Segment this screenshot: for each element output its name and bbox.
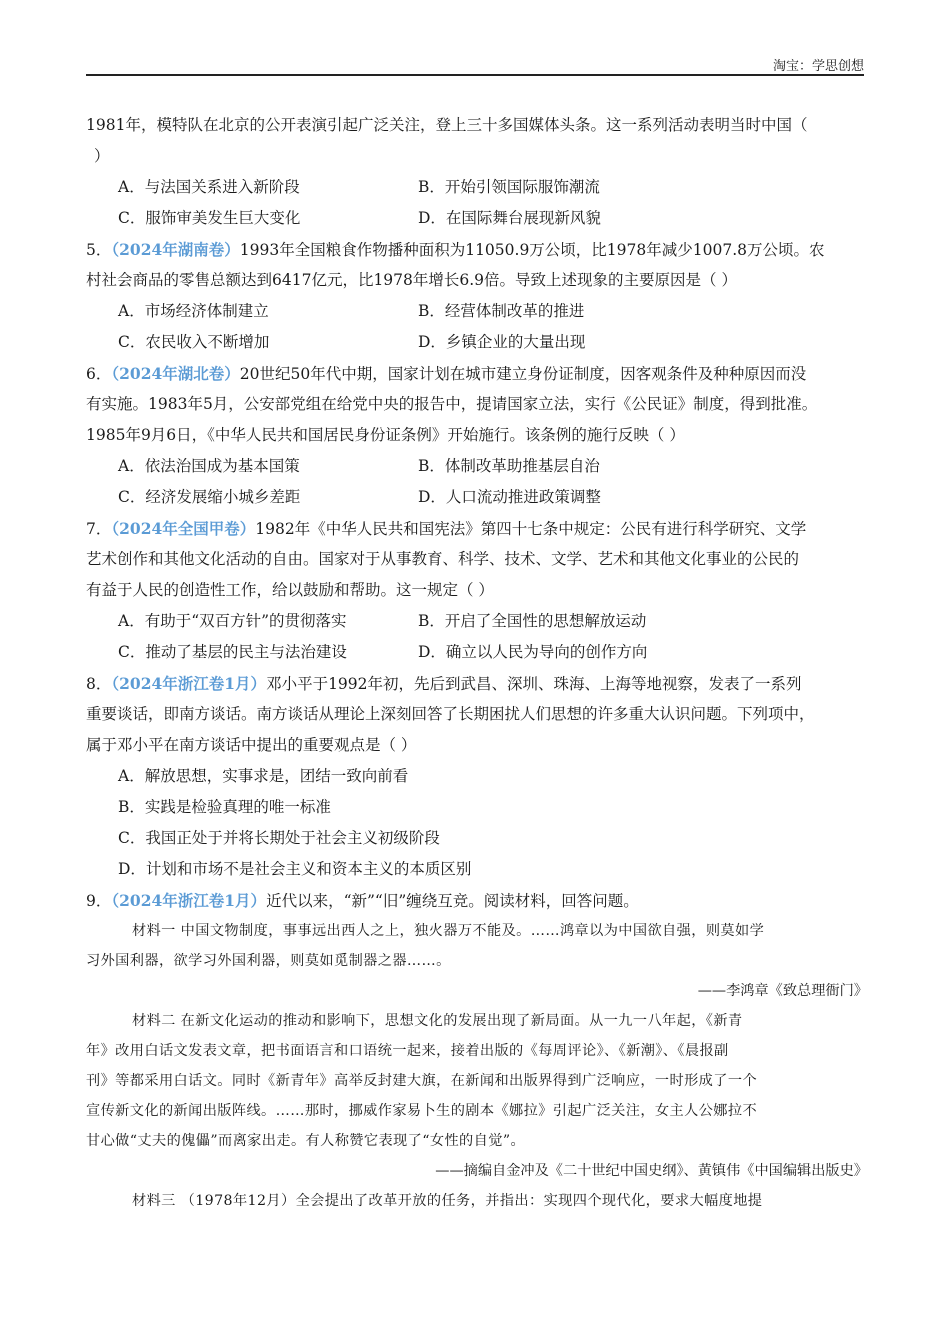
q9-material2-line3: 刊》等都采用白话文。同时《新青年》高举反封建大旗，在新闻和出版界得到广泛响应，一时形成了一个 — [86, 1073, 758, 1089]
q5-option-d[interactable]: D．乡镇企业的大量出现 — [418, 333, 586, 351]
q6-stem-line2: 有实施。1983年5月，公安部党组在给党中央的报告中，提请国家立法，实行《公民证》制度，得到批准。 — [86, 395, 818, 413]
q6-option-d[interactable]: D．人口流动推进政策调整 — [418, 488, 601, 506]
page-header — [86, 56, 864, 76]
q4-stem-line2: ） — [94, 147, 110, 165]
q4-options-row1 — [86, 172, 868, 203]
q9-material2-line1: 材料二 在新文化运动的推动和影响下，思想文化的发展出现了新局面。从一九一八年起，《新青 — [132, 1013, 743, 1029]
q7-stem-line1 — [86, 513, 868, 544]
q6-options-row1 — [86, 451, 868, 482]
q9-number: 9． — [86, 892, 112, 910]
question-content — [86, 110, 868, 1216]
q9-stem-line1 — [86, 885, 868, 916]
q8-option-b[interactable]: B．实践是检验真理的唯一标准 — [118, 798, 331, 816]
q7-options-row1 — [86, 606, 868, 637]
q7-options-row2 — [86, 637, 868, 668]
q8-stem-text: 邓小平于1992年初，先后到武昌、深圳、珠海、上海等地视察，发表了一系列 — [266, 675, 802, 693]
q6-stem-text: 20世纪50年代中期，国家计划在城市建立身份证制度，因客观条件及种种原因而没 — [239, 365, 807, 383]
q6-stem-line3: 1985年9月6日，《中华人民共和国居民身份证条例》开始施行。该条例的施行反映（ ） — [86, 426, 685, 444]
q6-option-b[interactable]: B．体制改革助推基层自治 — [418, 457, 600, 475]
q8-number: 8． — [86, 675, 112, 693]
q5-options-row1 — [86, 296, 868, 327]
q9-material3-line1: 材料三 （1978年12月）全会提出了改革开放的任务，并指出：实现四个现代化，要求大幅度地提 — [132, 1193, 763, 1209]
q5-options-row2 — [86, 327, 868, 358]
q6-number: 6． — [86, 365, 112, 383]
q5-number: 5． — [86, 241, 112, 259]
q9-material2-line2: 年》改用白话文发表文章，把书面语言和口语统一起来，接着出版的《每周评论》、《新潮》、《晨报副 — [86, 1043, 729, 1059]
q4-option-a[interactable]: A．与法国关系进入新阶段 — [118, 178, 300, 196]
q8-option-a[interactable]: A．解放思想，实事求是，团结一致向前看 — [118, 767, 409, 785]
q5-stem-line1 — [86, 234, 868, 265]
q9-material2-line5: 甘心做“丈夫的傀儡”而离家出走。有人称赞它表现了“女性的自觉”。 — [86, 1133, 526, 1149]
q6-option-c[interactable]: C．经济发展缩小城乡差距 — [118, 488, 301, 506]
q6-option-a[interactable]: A．依法治国成为基本国策 — [118, 457, 300, 475]
q9-source-tag: （2024年浙江卷1月） — [111, 891, 267, 910]
q8-source-tag: （2024年浙江卷1月） — [111, 674, 267, 693]
q7-stem-text: 1982年《中华人民共和国宪法》第四十七条中规定：公民有进行科学研究、文学 — [255, 520, 807, 538]
q4-stem-line1: 1981年，模特队在北京的公开表演引起广泛关注，登上三十多国媒体头条。这一系列活动表明当时中国（ — [86, 116, 808, 134]
q4-option-b[interactable]: B．开始引领国际服饰潮流 — [418, 178, 600, 196]
q7-stem-line2: 艺术创作和其他文化活动的自由。国家对于从事教育、科学、技术、文学、艺术和其他文化事业的公民的 — [86, 550, 800, 568]
q7-number: 7． — [86, 520, 112, 538]
q6-options-row2 — [86, 482, 868, 513]
q5-source-tag: （2024年湖南卷） — [111, 240, 240, 259]
q7-option-c[interactable]: C．推动了基层的民主与法治建设 — [118, 643, 347, 661]
q5-option-a[interactable]: A．市场经济体制建立 — [118, 302, 269, 320]
q7-stem-line3: 有益于人民的创造性工作，给以鼓励和帮助。这一规定（ ） — [86, 581, 494, 599]
q4-options-row2 — [86, 203, 868, 234]
q8-option-c[interactable]: C．我国正处于并将长期处于社会主义初级阶段 — [118, 829, 440, 847]
q9-material1-line1: 材料一 中国文物制度，事事远出西人之上，独火器万不能及。……鸿章以为中国欲自强，则莫如学 — [132, 923, 765, 939]
q9-material2-source: ——摘编自金冲及《二十世纪中国史纲》、黄镇伟《中国编辑出版史》 — [435, 1163, 868, 1179]
q5-stem-text: 1993年全国粮食作物播种面积为11050.9万公顷，比1978年减少1007.8万公顷。农 — [239, 241, 825, 259]
q9-material2-line4: 宣传新文化的新闻出版阵线。……那时，挪威作家易卜生的剧本《娜拉》引起广泛关注，女主人公娜拉不 — [86, 1103, 758, 1119]
q9-stem-text: 近代以来，“新”“旧”缠绕互竞。阅读材料，回答问题。 — [266, 892, 639, 910]
q5-stem-line2: 村社会商品的零售总额达到6417亿元，比1978年增长6.9倍。导致上述现象的主要原因是（ ） — [86, 271, 737, 289]
q4-option-d[interactable]: D．在国际舞台展现新风貌 — [418, 209, 601, 227]
q6-source-tag: （2024年湖北卷） — [111, 364, 240, 383]
q8-stem-line2: 重要谈话，即南方谈话。南方谈话从理论上深刻回答了长期困扰人们思想的许多重大认识问题。下列项中， — [86, 705, 815, 723]
q7-source-tag: （2024年全国甲卷） — [111, 519, 256, 538]
q9-material1-source: ——李鸿章《致总理衙门》 — [697, 983, 868, 999]
q5-option-b[interactable]: B．经营体制改革的推进 — [418, 302, 585, 320]
q8-option-d[interactable]: D．计划和市场不是社会主义和资本主义的本质区别 — [118, 860, 472, 878]
q8-stem-line1 — [86, 668, 868, 699]
q7-option-a[interactable]: A．有助于“双百方针”的贯彻落实 — [118, 612, 347, 630]
q8-stem-line3: 属于邓小平在南方谈话中提出的重要观点是（ ） — [86, 736, 417, 754]
q5-option-c[interactable]: C．农民收入不断增加 — [118, 333, 270, 351]
q7-option-b[interactable]: B．开启了全国性的思想解放运动 — [418, 612, 647, 630]
q9-material1-line2: 习外国利器，欲学习外国利器，则莫如觅制器之器……。 — [86, 953, 451, 969]
q6-stem-line1 — [86, 358, 868, 389]
header-brand: 淘宝：学思创想 — [772, 59, 864, 74]
q7-option-d[interactable]: D．确立以人民为导向的创作方向 — [418, 643, 648, 661]
q4-option-c[interactable]: C．服饰审美发生巨大变化 — [118, 209, 301, 227]
